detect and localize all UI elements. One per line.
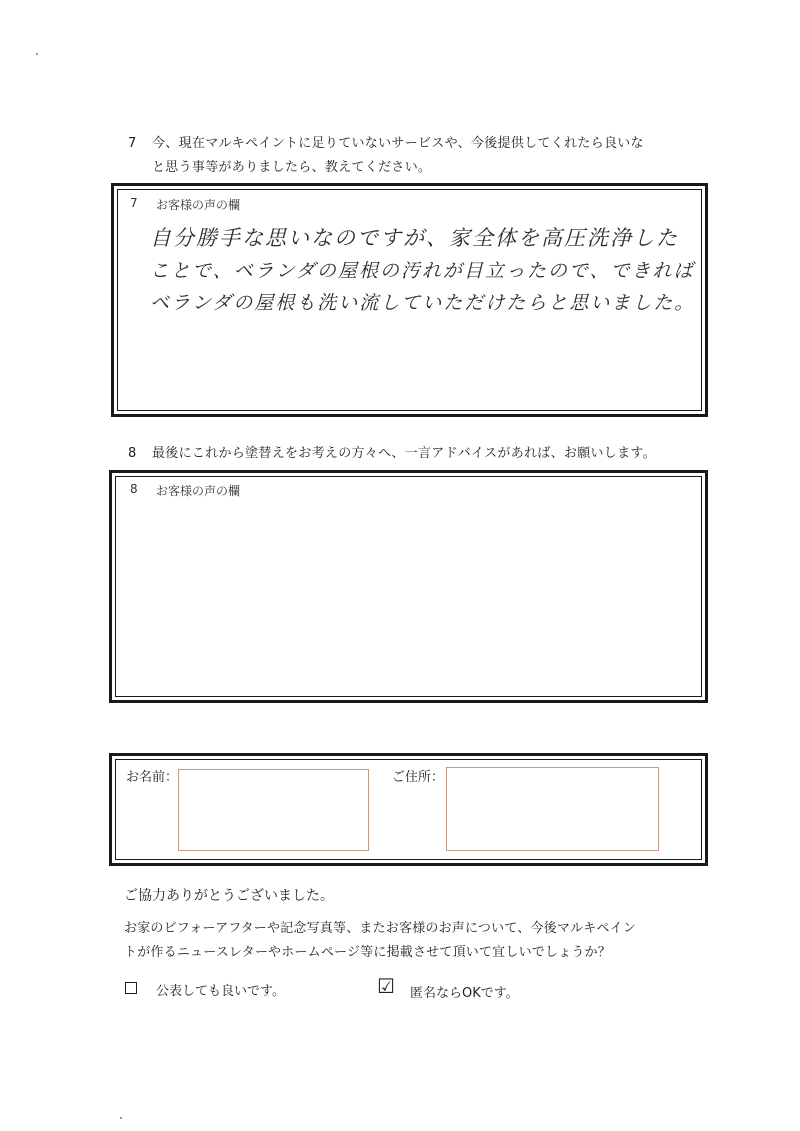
anonymous-ok-checkbox[interactable]: ☑	[377, 974, 395, 998]
contact-box	[109, 753, 708, 866]
public-ok-label: 公表しても良いです。	[156, 984, 285, 999]
question-8-line1: 最後にこれから塗替えをお考えの方々へ、一言アドバイスがあれば、お願いします。	[152, 446, 656, 461]
scan-speck	[120, 1117, 122, 1119]
question-8-number: 8	[128, 446, 137, 461]
answer-box-7-label: お客様の声の欄	[156, 198, 241, 212]
handwritten-answer-line-1: 自分勝手な思いなのですが、家全体を高圧洗浄した	[150, 226, 679, 250]
answer-box-8-number: 8	[130, 482, 138, 496]
address-label: ご住所：	[392, 770, 445, 785]
name-field[interactable]	[178, 769, 369, 851]
handwritten-answer-line-3: ベランダの屋根も洗い流していただけたらと思いました。	[150, 292, 696, 314]
question-7	[128, 133, 644, 155]
answer-box-7-number: 7	[130, 196, 138, 210]
answer-box-8	[109, 470, 708, 703]
address-field[interactable]	[446, 767, 659, 851]
answer-box-7	[111, 183, 708, 417]
answer-box-8-label: お客様の声の欄	[156, 484, 241, 498]
thanks-title: ご協力ありがとうございました。	[124, 888, 334, 904]
question-7-line2: と思う事等がありましたら、教えてください。	[152, 160, 432, 175]
question-7-number: 7	[128, 136, 137, 151]
question-8	[128, 443, 656, 465]
consent-question-line2: トが作るニュースレターやホームページ等に掲載させて頂いて宜しいでしょうか？	[124, 945, 611, 960]
name-label: お名前：	[126, 770, 179, 785]
public-ok-checkbox[interactable]	[125, 982, 137, 994]
anonymous-ok-label: 匿名ならOKです。	[410, 986, 519, 1001]
handwritten-answer-line-2: ことで、ベランダの屋根の汚れが目立ったので、できれば	[150, 260, 695, 282]
scan-speck	[36, 53, 38, 55]
question-7-line1: 今、現在マルキペイントに足りていないサービスや、今後提供してくれたら良いな	[152, 136, 644, 151]
consent-question-line1: お家のビフォーアフターや記念写真等、またお客様のお声について、今後マルキペイン	[124, 921, 637, 936]
